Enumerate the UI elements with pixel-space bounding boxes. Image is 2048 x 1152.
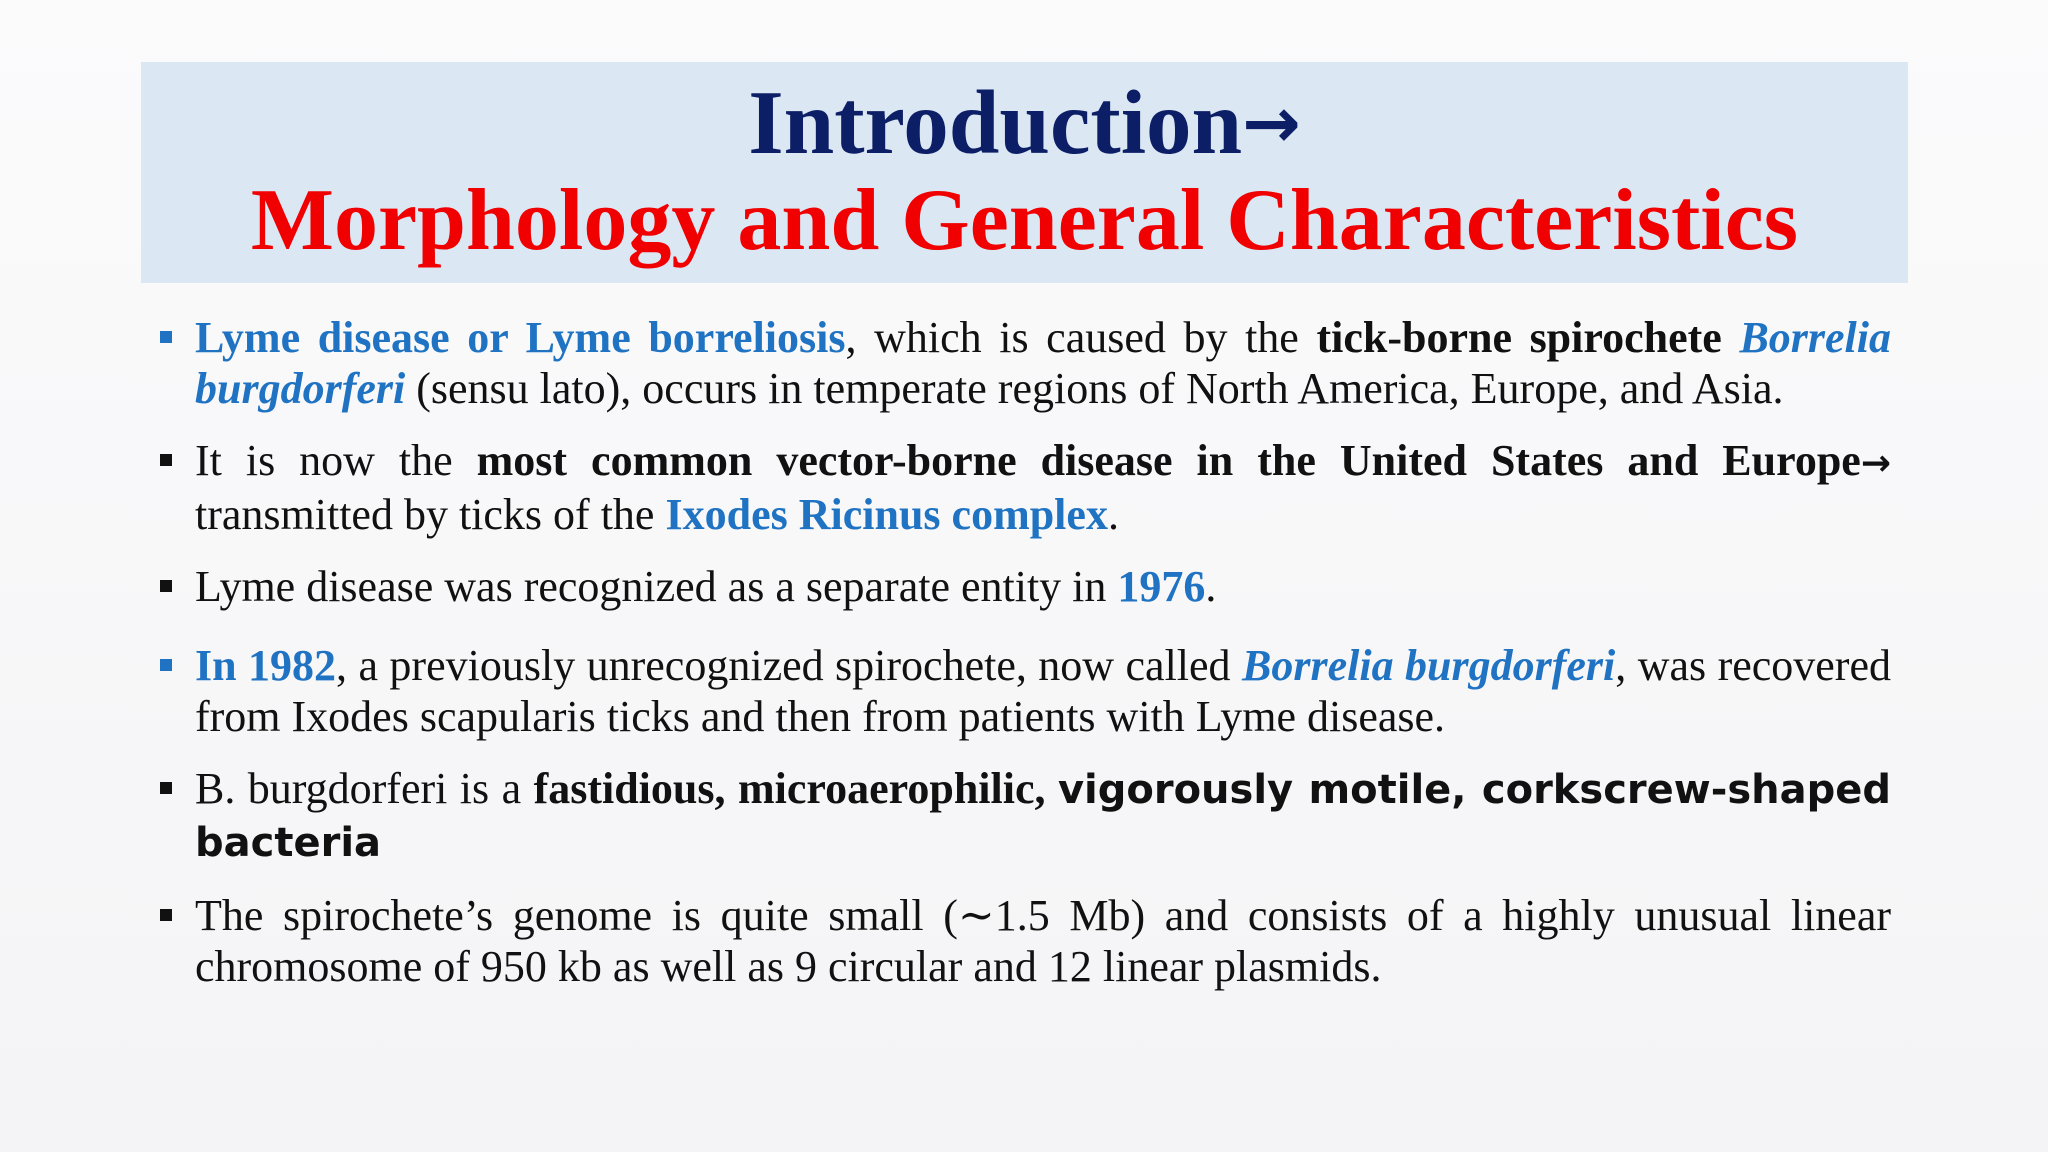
bullet-text: The spirochete’s genome is quite small (∼1.5 Mb) and consists of a highly unusual linear chromosome of 950 kb as well as 9 circular and 12 linear plasmids. — [195, 891, 1891, 991]
bullet-item-1976 — [160, 561, 1891, 612]
bullet-item-fastidious — [160, 763, 1891, 869]
highlight-ixodes-complex: Ixodes Ricinus complex — [665, 490, 1108, 539]
right-arrow-icon: → — [1860, 443, 1891, 484]
bullet-text: (sensu lato), occurs in temperate regions of North America, Europe, and Asia. — [405, 364, 1784, 413]
bullet-item-genome — [160, 890, 1891, 992]
bullet-item-lyme-definition — [160, 312, 1891, 414]
bullet-text: . — [1107, 490, 1119, 539]
bullet-marker-icon — [160, 782, 172, 794]
highlight-in-1982: In 1982 — [195, 641, 337, 690]
bullet-text: , a previously unrecognized spirochete, now called — [336, 641, 1242, 690]
bullet-marker-icon — [160, 909, 172, 921]
bullet-item-most-common — [160, 435, 1891, 540]
bullet-item-1982 — [160, 640, 1891, 742]
title-banner — [141, 62, 1908, 283]
bullet-text — [1722, 313, 1740, 362]
bullet-text: transmitted by ticks of the — [195, 490, 666, 539]
highlight-year-1976: 1976 — [1117, 562, 1206, 611]
bold-tick-borne: tick-borne spirochete — [1316, 313, 1722, 362]
right-arrow-icon: → — [1242, 82, 1301, 164]
bold-corkscrew-shaped: vigorously motile, corkscrew-shaped bacteria — [195, 767, 1891, 866]
slide-title: Morphology and General Characteristics — [250, 172, 1799, 269]
species-name: Borrelia burgdorferi — [195, 313, 1892, 413]
bold-fastidious: fastidious, microaerophilic, — [533, 764, 1058, 813]
bold-most-common: most common vector-borne disease in the United States and Europe — [476, 436, 1861, 485]
bullet-marker-icon — [160, 659, 172, 671]
highlight-lyme-disease: Lyme disease or Lyme borreliosis — [195, 313, 846, 362]
bullet-marker-icon — [160, 454, 172, 466]
species-name: Borrelia burgdorferi — [1242, 641, 1616, 690]
bullet-text: , which is caused by the — [845, 313, 1317, 362]
bullet-list — [160, 312, 1891, 1013]
bullet-marker-icon — [160, 580, 172, 592]
bullet-text: Lyme disease was recognized as a separate entity in — [195, 562, 1118, 611]
bullet-text: . — [1205, 562, 1217, 611]
bullet-text: , was recovered from Ixodes scapularis ticks and then from patients with Lyme disease. — [195, 641, 1891, 741]
bullet-text: It is now the — [195, 436, 477, 485]
title-introduction — [141, 68, 1908, 178]
title-introduction-text: Introduction — [748, 72, 1243, 173]
bullet-marker-icon — [160, 331, 172, 343]
bullet-text: B. burgdorferi is a — [195, 764, 534, 813]
